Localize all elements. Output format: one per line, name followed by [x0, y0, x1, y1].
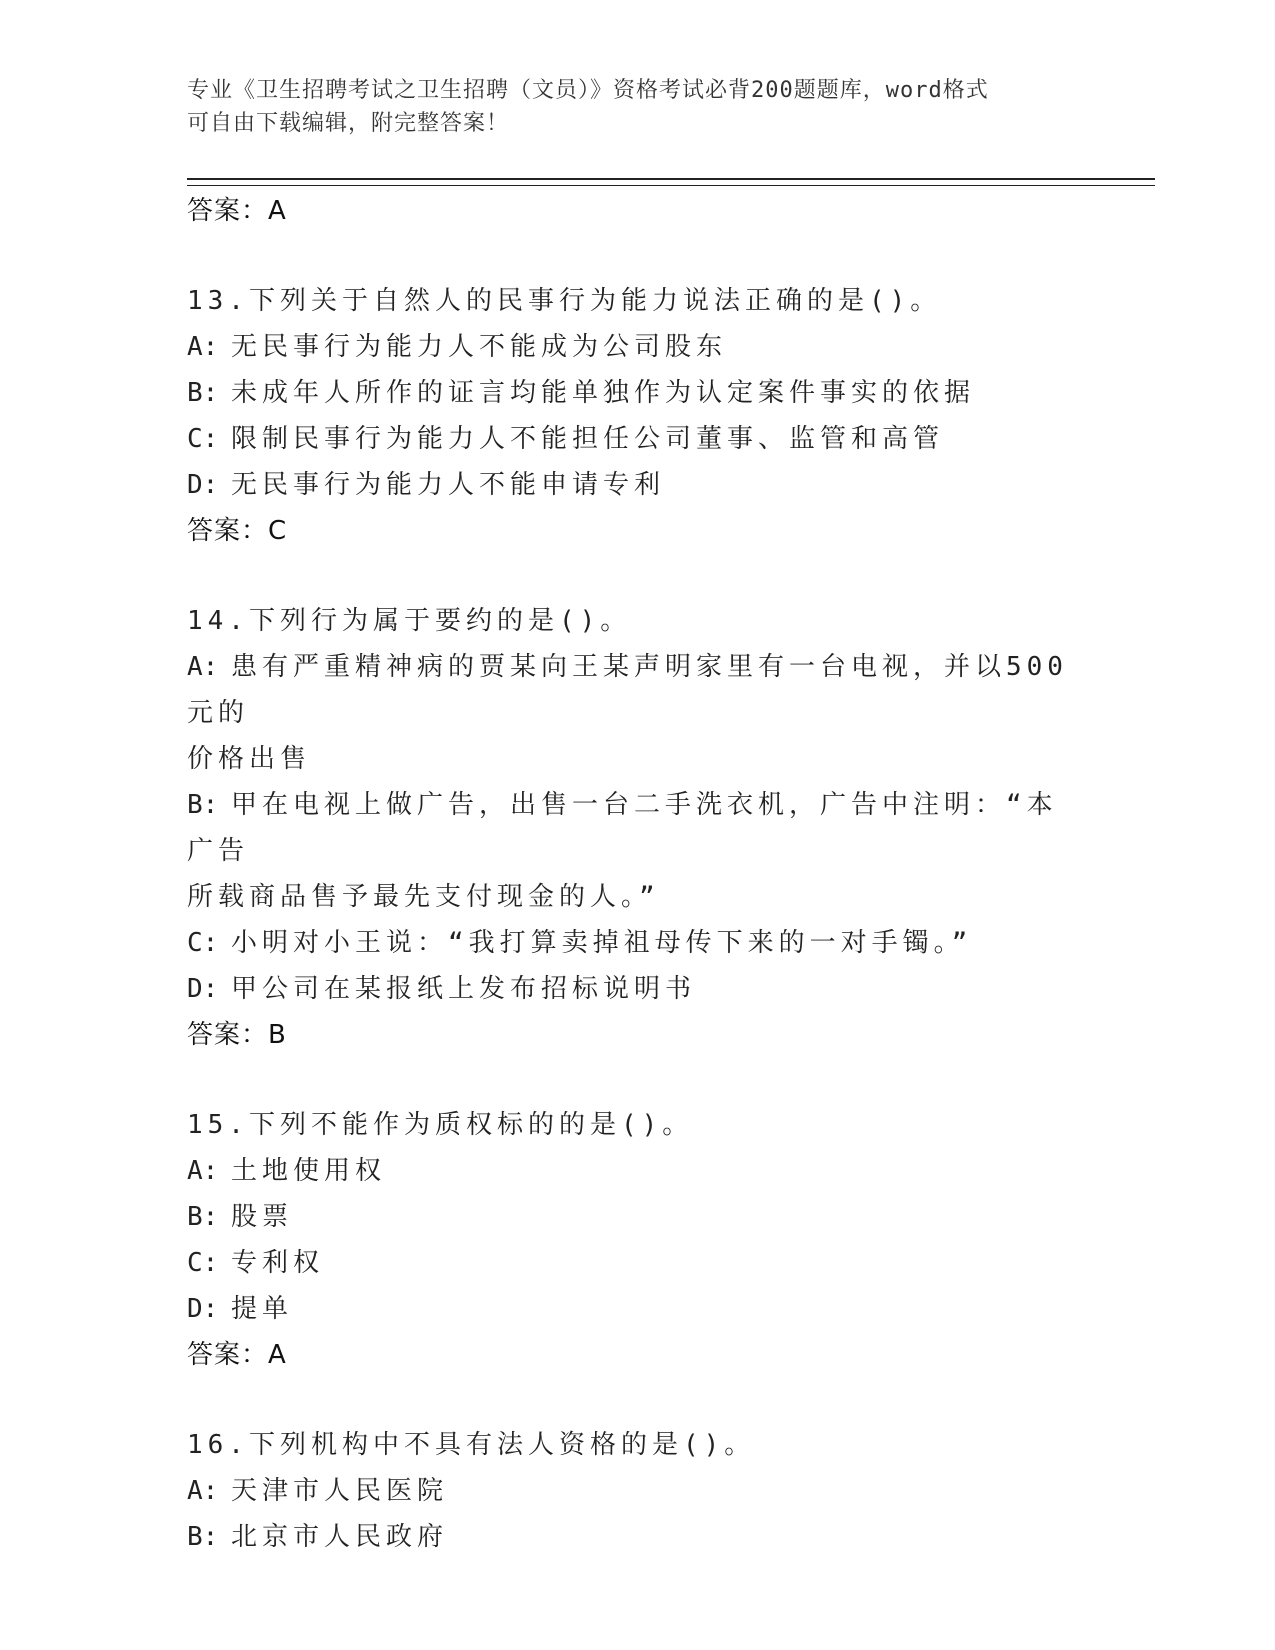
option-label: C:	[187, 424, 219, 454]
option-text: 股票	[231, 1202, 294, 1232]
option-c	[187, 416, 1087, 462]
option-text: 甲公司在某报纸上发布招标说明书	[231, 974, 697, 1004]
option-text: 北京市人民政府	[231, 1522, 449, 1552]
option-b	[187, 1194, 1087, 1240]
option-text: 提单	[231, 1294, 294, 1324]
previous-answer: 答案：A	[187, 196, 287, 226]
option-b	[187, 1514, 1087, 1560]
option-a	[187, 644, 1087, 736]
document-header	[187, 74, 1077, 140]
header-line-2: 可自由下载编辑，附完整答案！	[187, 111, 510, 136]
option-label: A:	[187, 652, 219, 682]
option-text: 无民事行为能力人不能申请专利	[231, 470, 666, 500]
option-d	[187, 966, 1087, 1012]
question-14	[187, 598, 1087, 1058]
question-stem: 14.下列行为属于要约的是()。	[187, 606, 632, 636]
header-line-1: 专业《卫生招聘考试之卫生招聘（文员）》资格考试必背200题题库，word格式	[187, 78, 989, 103]
option-c	[187, 1240, 1087, 1286]
option-text: 小明对小王说：“我打算卖掉祖母传下来的一对手镯。”	[231, 928, 973, 958]
option-text: 限制民事行为能力人不能担任公司董事、监管和高管	[231, 424, 945, 454]
option-label: B:	[187, 1202, 219, 1232]
answer-line: 答案：A	[187, 1340, 287, 1370]
option-c	[187, 920, 1087, 966]
option-text: 无民事行为能力人不能成为公司股东	[231, 332, 728, 362]
option-d	[187, 462, 1087, 508]
option-b	[187, 370, 1087, 416]
option-label: A:	[187, 1156, 219, 1186]
option-label: B:	[187, 378, 219, 408]
option-text: 甲在电视上做广告，出售一台二手洗衣机，广告中注明：“本广告	[187, 790, 1058, 866]
question-stem: 13.下列关于自然人的民事行为能力说法正确的是()。	[187, 286, 942, 316]
option-a	[187, 1148, 1087, 1194]
option-label: D:	[187, 974, 219, 1004]
option-text: 专利权	[231, 1248, 325, 1278]
option-label: D:	[187, 1294, 219, 1324]
option-label: B:	[187, 790, 219, 820]
question-15	[187, 1102, 1087, 1378]
option-text: 土地使用权	[231, 1156, 387, 1186]
option-label: B:	[187, 1522, 219, 1552]
option-a-continuation: 价格出售	[187, 744, 312, 774]
option-b-continuation: 所载商品售予最先支付现金的人。”	[187, 882, 660, 912]
option-text: 未成年人所作的证言均能单独作为认定案件事实的依据	[231, 378, 976, 408]
option-label: C:	[187, 1248, 219, 1278]
option-label: A:	[187, 1476, 219, 1506]
option-a	[187, 324, 1087, 370]
answer-line: 答案：C	[187, 516, 288, 546]
question-stem: 16.下列机构中不具有法人资格的是()。	[187, 1430, 756, 1460]
question-13	[187, 278, 1087, 554]
option-label: A:	[187, 332, 219, 362]
option-label: C:	[187, 928, 219, 958]
option-d	[187, 1286, 1087, 1332]
option-a	[187, 1468, 1087, 1514]
option-label: D:	[187, 470, 219, 500]
question-stem: 15.下列不能作为质权标的的是()。	[187, 1110, 694, 1140]
option-text: 患有严重精神病的贾某向王某声明家里有一台电视，并以500元的	[187, 652, 1068, 728]
option-text: 天津市人民医院	[231, 1476, 449, 1506]
question-16	[187, 1422, 1087, 1560]
question-list	[187, 188, 1087, 1560]
option-b	[187, 782, 1087, 874]
answer-line: 答案：B	[187, 1020, 287, 1050]
header-divider	[187, 178, 1155, 186]
